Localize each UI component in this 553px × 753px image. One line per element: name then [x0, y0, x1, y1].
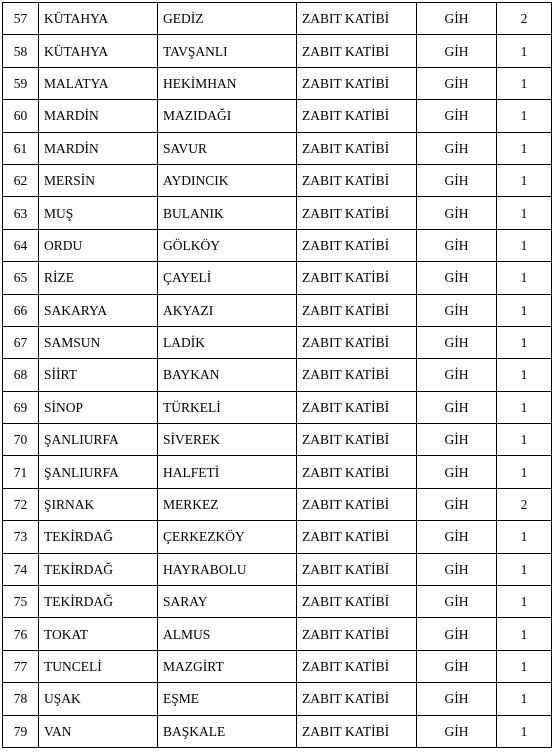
position-count-cell: 1 — [497, 715, 552, 747]
district-cell: HALFETİ — [158, 456, 297, 488]
table-row — [3, 100, 552, 132]
district-cell: SİVEREK — [158, 424, 297, 456]
position-count-cell: 1 — [497, 521, 552, 553]
position-count-cell: 1 — [497, 391, 552, 423]
position-count-cell: 1 — [497, 164, 552, 196]
row-number-cell: 71 — [3, 456, 39, 488]
job-title-cell: ZABIT KATİBİ — [297, 262, 417, 294]
province-cell: MALATYA — [39, 67, 158, 99]
province-cell: MUŞ — [39, 197, 158, 229]
job-title-cell: ZABIT KATİBİ — [297, 456, 417, 488]
job-title-cell: ZABIT KATİBİ — [297, 424, 417, 456]
row-number-cell: 64 — [3, 229, 39, 261]
table-row — [3, 359, 552, 391]
district-cell: GEDİZ — [158, 3, 297, 35]
province-cell: ŞANLIURFA — [39, 456, 158, 488]
service-class-cell: GİH — [417, 3, 497, 35]
row-number-cell: 68 — [3, 359, 39, 391]
province-cell: TEKİRDAĞ — [39, 553, 158, 585]
job-title-cell: ZABIT KATİBİ — [297, 294, 417, 326]
table-row — [3, 132, 552, 164]
job-title-cell: ZABIT KATİBİ — [297, 164, 417, 196]
position-count-cell: 2 — [497, 488, 552, 520]
district-cell: TAVŞANLI — [158, 35, 297, 67]
service-class-cell: GİH — [417, 229, 497, 261]
district-cell: TÜRKELİ — [158, 391, 297, 423]
table-row — [3, 715, 552, 747]
service-class-cell: GİH — [417, 164, 497, 196]
row-number-cell: 63 — [3, 197, 39, 229]
job-title-cell: ZABIT KATİBİ — [297, 521, 417, 553]
row-number-cell: 70 — [3, 424, 39, 456]
job-title-cell: ZABIT KATİBİ — [297, 650, 417, 682]
row-number-cell: 66 — [3, 294, 39, 326]
district-cell: GÖLKÖY — [158, 229, 297, 261]
table-row — [3, 424, 552, 456]
position-count-cell: 1 — [497, 197, 552, 229]
district-cell: EŞME — [158, 683, 297, 715]
province-cell: VAN — [39, 715, 158, 747]
job-title-cell: ZABIT KATİBİ — [297, 553, 417, 585]
position-count-cell: 1 — [497, 132, 552, 164]
table-row — [3, 618, 552, 650]
service-class-cell: GİH — [417, 197, 497, 229]
table-row — [3, 521, 552, 553]
table-body — [3, 3, 552, 748]
province-cell: TEKİRDAĞ — [39, 586, 158, 618]
job-title-cell: ZABIT KATİBİ — [297, 586, 417, 618]
service-class-cell: GİH — [417, 618, 497, 650]
job-title-cell: ZABIT KATİBİ — [297, 391, 417, 423]
position-count-cell: 1 — [497, 586, 552, 618]
row-number-cell: 58 — [3, 35, 39, 67]
table-row — [3, 391, 552, 423]
row-number-cell: 59 — [3, 67, 39, 99]
province-cell: ŞIRNAK — [39, 488, 158, 520]
job-title-cell: ZABIT KATİBİ — [297, 359, 417, 391]
service-class-cell: GİH — [417, 100, 497, 132]
row-number-cell: 79 — [3, 715, 39, 747]
district-cell: BAŞKALE — [158, 715, 297, 747]
table-row — [3, 262, 552, 294]
row-number-cell: 65 — [3, 262, 39, 294]
district-cell: SARAY — [158, 586, 297, 618]
row-number-cell: 78 — [3, 683, 39, 715]
province-cell: MERSİN — [39, 164, 158, 196]
position-count-cell: 2 — [497, 3, 552, 35]
province-cell: SAKARYA — [39, 294, 158, 326]
table-row — [3, 229, 552, 261]
job-title-cell: ZABIT KATİBİ — [297, 3, 417, 35]
table-row — [3, 164, 552, 196]
position-count-cell: 1 — [497, 553, 552, 585]
position-count-cell: 1 — [497, 456, 552, 488]
positions-table — [2, 2, 552, 748]
position-count-cell: 1 — [497, 683, 552, 715]
table-row — [3, 553, 552, 585]
job-title-cell: ZABIT KATİBİ — [297, 326, 417, 358]
job-title-cell: ZABIT KATİBİ — [297, 488, 417, 520]
job-title-cell: ZABIT KATİBİ — [297, 35, 417, 67]
service-class-cell: GİH — [417, 521, 497, 553]
row-number-cell: 67 — [3, 326, 39, 358]
district-cell: AYDINCIK — [158, 164, 297, 196]
service-class-cell: GİH — [417, 294, 497, 326]
district-cell: HEKİMHAN — [158, 67, 297, 99]
service-class-cell: GİH — [417, 326, 497, 358]
job-title-cell: ZABIT KATİBİ — [297, 683, 417, 715]
district-cell: MAZGİRT — [158, 650, 297, 682]
row-number-cell: 73 — [3, 521, 39, 553]
position-count-cell: 1 — [497, 326, 552, 358]
table-row — [3, 650, 552, 682]
table-row — [3, 67, 552, 99]
position-count-cell: 1 — [497, 229, 552, 261]
district-cell: HAYRABOLU — [158, 553, 297, 585]
position-count-cell: 1 — [497, 67, 552, 99]
position-count-cell: 1 — [497, 35, 552, 67]
row-number-cell: 72 — [3, 488, 39, 520]
service-class-cell: GİH — [417, 35, 497, 67]
row-number-cell: 75 — [3, 586, 39, 618]
service-class-cell: GİH — [417, 683, 497, 715]
position-count-cell: 1 — [497, 618, 552, 650]
service-class-cell: GİH — [417, 650, 497, 682]
district-cell: ÇERKEZKÖY — [158, 521, 297, 553]
job-title-cell: ZABIT KATİBİ — [297, 229, 417, 261]
service-class-cell: GİH — [417, 132, 497, 164]
province-cell: MARDİN — [39, 100, 158, 132]
service-class-cell: GİH — [417, 586, 497, 618]
position-count-cell: 1 — [497, 359, 552, 391]
position-count-cell: 1 — [497, 100, 552, 132]
service-class-cell: GİH — [417, 488, 497, 520]
job-title-cell: ZABIT KATİBİ — [297, 132, 417, 164]
district-cell: MERKEZ — [158, 488, 297, 520]
row-number-cell: 60 — [3, 100, 39, 132]
service-class-cell: GİH — [417, 456, 497, 488]
service-class-cell: GİH — [417, 715, 497, 747]
district-cell: LADİK — [158, 326, 297, 358]
table-row — [3, 586, 552, 618]
service-class-cell: GİH — [417, 359, 497, 391]
district-cell: SAVUR — [158, 132, 297, 164]
district-cell: ALMUS — [158, 618, 297, 650]
district-cell: BAYKAN — [158, 359, 297, 391]
province-cell: UŞAK — [39, 683, 158, 715]
province-cell: KÜTAHYA — [39, 3, 158, 35]
row-number-cell: 61 — [3, 132, 39, 164]
province-cell: RİZE — [39, 262, 158, 294]
table-row — [3, 294, 552, 326]
table-row — [3, 456, 552, 488]
province-cell: SİİRT — [39, 359, 158, 391]
service-class-cell: GİH — [417, 553, 497, 585]
district-cell: AKYAZI — [158, 294, 297, 326]
province-cell: ORDU — [39, 229, 158, 261]
table-row — [3, 326, 552, 358]
province-cell: SAMSUN — [39, 326, 158, 358]
province-cell: KÜTAHYA — [39, 35, 158, 67]
service-class-cell: GİH — [417, 391, 497, 423]
table-row — [3, 3, 552, 35]
table-row — [3, 488, 552, 520]
table-row — [3, 683, 552, 715]
row-number-cell: 57 — [3, 3, 39, 35]
province-cell: TEKİRDAĞ — [39, 521, 158, 553]
row-number-cell: 69 — [3, 391, 39, 423]
job-title-cell: ZABIT KATİBİ — [297, 715, 417, 747]
job-title-cell: ZABIT KATİBİ — [297, 100, 417, 132]
district-cell: BULANIK — [158, 197, 297, 229]
position-count-cell: 1 — [497, 294, 552, 326]
job-title-cell: ZABIT KATİBİ — [297, 197, 417, 229]
position-count-cell: 1 — [497, 650, 552, 682]
service-class-cell: GİH — [417, 67, 497, 99]
row-number-cell: 77 — [3, 650, 39, 682]
job-title-cell: ZABIT KATİBİ — [297, 618, 417, 650]
province-cell: SİNOP — [39, 391, 158, 423]
province-cell: MARDİN — [39, 132, 158, 164]
province-cell: TOKAT — [39, 618, 158, 650]
job-title-cell: ZABIT KATİBİ — [297, 67, 417, 99]
province-cell: ŞANLIURFA — [39, 424, 158, 456]
district-cell: ÇAYELİ — [158, 262, 297, 294]
row-number-cell: 76 — [3, 618, 39, 650]
position-count-cell: 1 — [497, 262, 552, 294]
service-class-cell: GİH — [417, 262, 497, 294]
row-number-cell: 62 — [3, 164, 39, 196]
table-row — [3, 197, 552, 229]
service-class-cell: GİH — [417, 424, 497, 456]
district-cell: MAZIDAĞI — [158, 100, 297, 132]
row-number-cell: 74 — [3, 553, 39, 585]
province-cell: TUNCELİ — [39, 650, 158, 682]
position-count-cell: 1 — [497, 424, 552, 456]
table-row — [3, 35, 552, 67]
